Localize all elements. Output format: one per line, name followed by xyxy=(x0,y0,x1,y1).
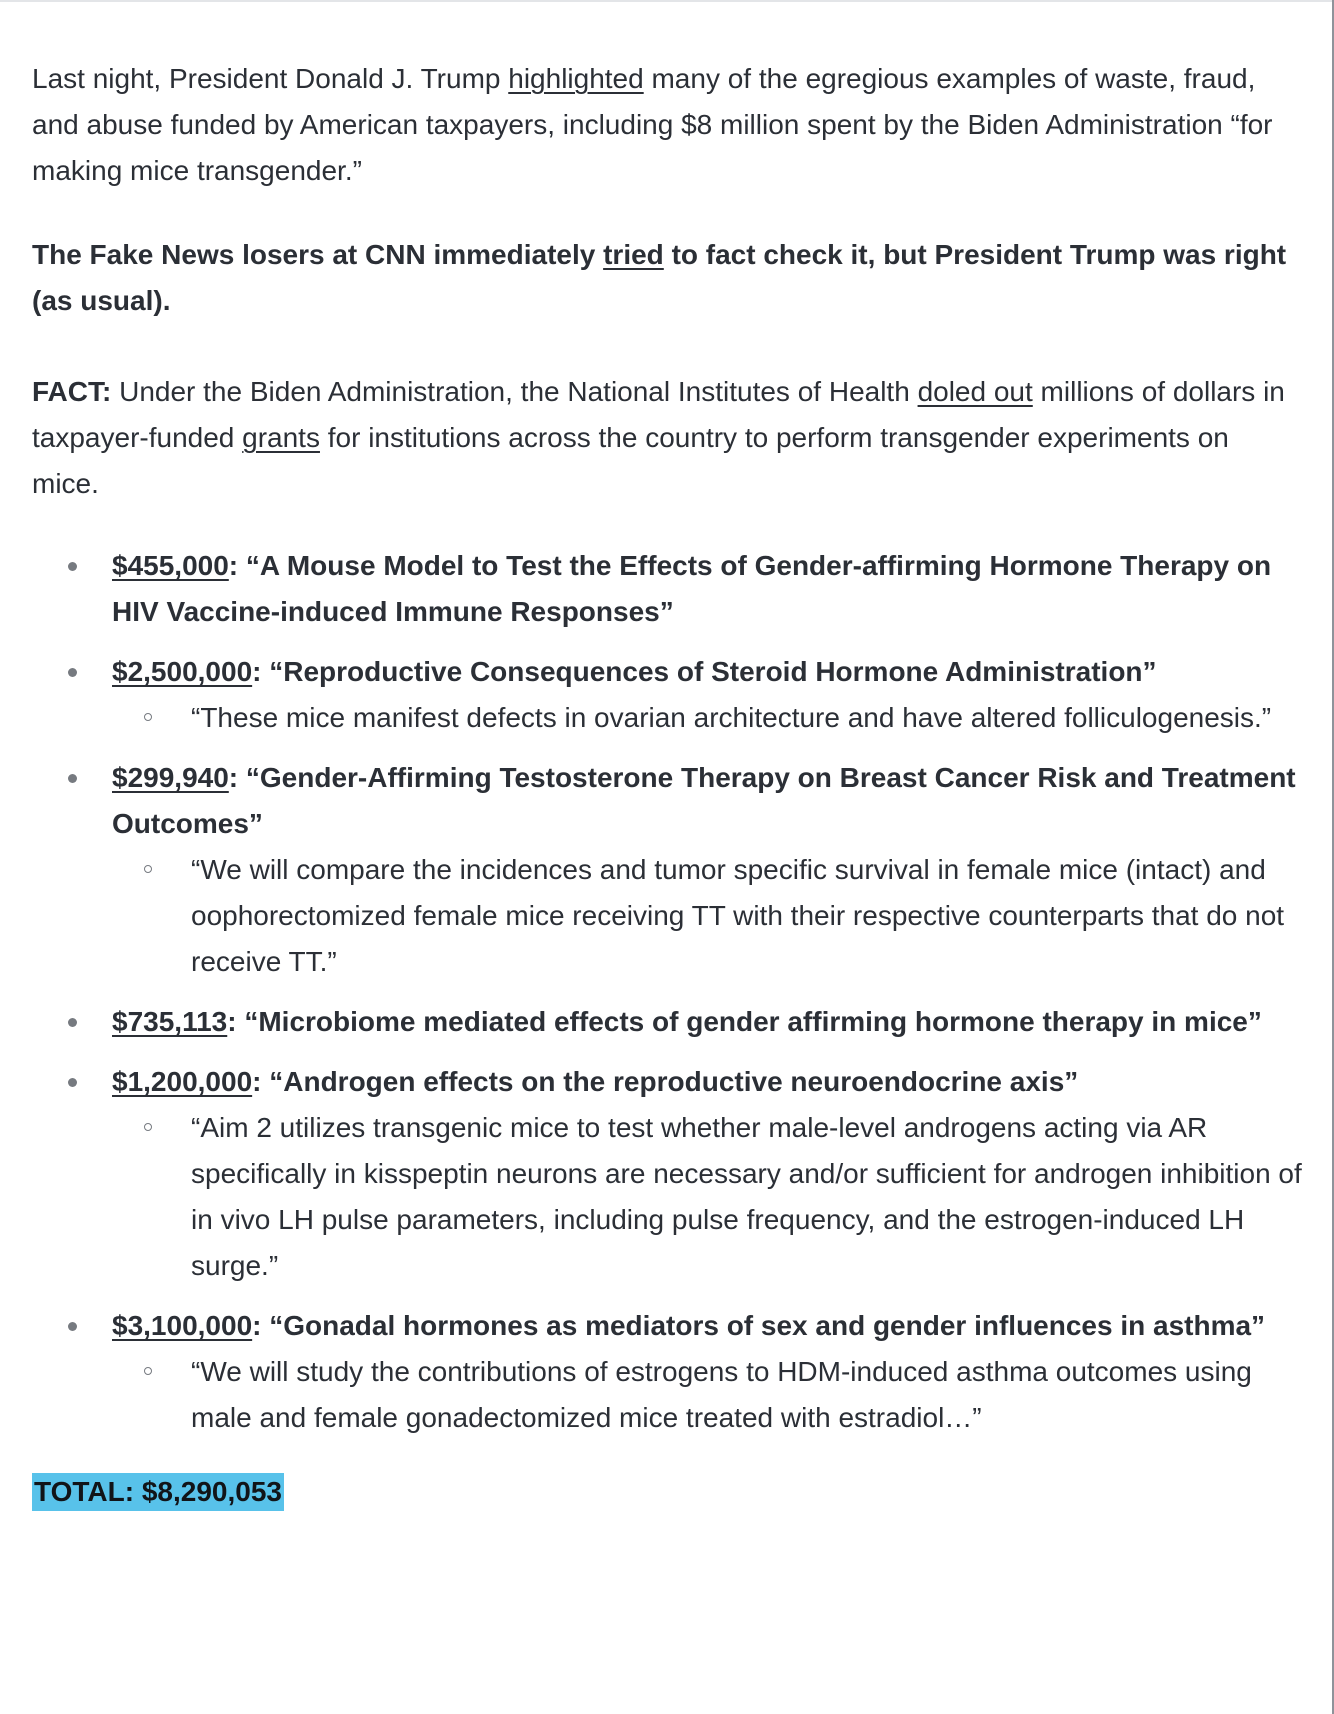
top-divider xyxy=(0,0,1334,2)
grant-quote-text: “These mice manifest defects in ovarian architecture and have altered folliculogenesis.” xyxy=(191,702,1272,733)
grant-title: : “Microbiome mediated effects of gender affirming hormone therapy in mice” xyxy=(227,1006,1262,1037)
circle-bullet-icon xyxy=(144,1123,152,1131)
grant-title: : “Androgen effects on the reproductive neuroendocrine axis” xyxy=(252,1066,1079,1097)
grant-item xyxy=(32,999,1302,1045)
circle-bullet-icon xyxy=(144,1367,152,1375)
grant-heading xyxy=(112,1006,1262,1037)
grant-quote-text: “We will compare the incidences and tumor specific survival in female mice (intact) and oophorectomized female mice receiving TT with their respective counterparts that do not receive TT.” xyxy=(191,854,1285,977)
grant-list xyxy=(32,543,1302,1441)
tried-link[interactable]: tried xyxy=(603,239,664,270)
bullet-icon xyxy=(68,562,77,571)
bullet-icon xyxy=(68,668,77,677)
grant-item xyxy=(32,649,1302,741)
grant-quote-text: “Aim 2 utilizes transgenic mice to test whether male-level androgens acting via AR specifically in kisspeptin neurons are necessary and/or sufficient for androgen inhibition of in vivo LH pulse parameters, including pulse frequency, and the estrogen-induced LH surge.” xyxy=(191,1112,1302,1281)
grant-quote xyxy=(111,695,1302,741)
circle-bullet-icon xyxy=(144,865,152,873)
fact-text-1: Under the Biden Administration, the National Institutes of Health xyxy=(111,376,918,407)
grant-amount-link[interactable]: $455,000 xyxy=(112,550,229,581)
grant-quote-text: “We will study the contributions of estrogens to HDM-induced asthma outcomes using male and female gonadectomized mice treated with estradiol…” xyxy=(191,1356,1252,1433)
fact-text-2: millions of dollars in taxpayer-funded xyxy=(32,376,1285,453)
fact-paragraph xyxy=(32,369,1302,507)
cnn-text-start: The Fake News losers at CNN immediately xyxy=(32,239,604,270)
fact-text-3: for institutions across the country to perform transgender experiments on mice. xyxy=(32,422,1229,499)
grant-heading xyxy=(112,1310,1265,1341)
intro-text-end: many of the egregious examples of waste, fraud, and abuse funded by American taxpayers, including $8 million spent by the Biden Administration “for making mice transgender.” xyxy=(32,63,1273,186)
grant-amount-link[interactable]: $299,940 xyxy=(112,762,229,793)
grant-item xyxy=(32,1059,1302,1289)
grant-amount-link[interactable]: $3,100,000 xyxy=(112,1310,253,1341)
quote-list xyxy=(112,1349,1302,1441)
cnn-paragraph xyxy=(32,232,1302,324)
grant-item xyxy=(32,543,1302,635)
grant-title: : “Gender-Affirming Testosterone Therapy on Breast Cancer Risk and Treatment Outcomes” xyxy=(112,762,1296,839)
intro-paragraph xyxy=(32,56,1302,194)
grants-link[interactable]: grants xyxy=(242,422,320,453)
grant-title: : “Reproductive Consequences of Steroid Hormone Administration” xyxy=(252,656,1157,687)
grant-item xyxy=(32,1303,1302,1441)
doled-out-link[interactable]: doled out xyxy=(917,376,1033,407)
grant-quote xyxy=(111,847,1302,985)
total-line xyxy=(32,1469,1302,1515)
quote-list xyxy=(112,847,1302,985)
grant-quote xyxy=(111,1105,1302,1289)
grant-heading xyxy=(112,550,1271,627)
quote-list xyxy=(112,695,1302,741)
grant-heading xyxy=(112,1066,1078,1097)
intro-text-start: Last night, President Donald J. Trump xyxy=(32,63,509,94)
grant-amount-link[interactable]: $735,113 xyxy=(112,1006,228,1037)
grant-title: : “A Mouse Model to Test the Effects of Gender-affirming Hormone Therapy on HIV Vaccine-induced Immune Responses” xyxy=(112,550,1272,627)
cnn-text-end: to fact check it, but President Trump was right (as usual). xyxy=(32,239,1287,316)
grant-heading xyxy=(112,656,1157,687)
grant-amount-link[interactable]: $1,200,000 xyxy=(112,1066,253,1097)
bullet-icon xyxy=(68,774,77,783)
bullet-icon xyxy=(68,1322,77,1331)
bullet-icon xyxy=(68,1018,77,1027)
quote-list xyxy=(112,1105,1302,1289)
bullet-icon xyxy=(68,1078,77,1087)
grant-amount-link[interactable]: $2,500,000 xyxy=(112,656,253,687)
fact-label: FACT: xyxy=(32,376,112,407)
grant-title: : “Gonadal hormones as mediators of sex and gender influences in asthma” xyxy=(252,1310,1266,1341)
total-highlight: TOTAL: $8,290,053 xyxy=(32,1473,284,1511)
circle-bullet-icon xyxy=(144,713,152,721)
grant-heading xyxy=(112,762,1296,839)
grant-quote xyxy=(111,1349,1302,1441)
grant-item xyxy=(32,755,1302,985)
article-body xyxy=(32,56,1302,1515)
highlighted-link[interactable]: highlighted xyxy=(508,63,644,94)
